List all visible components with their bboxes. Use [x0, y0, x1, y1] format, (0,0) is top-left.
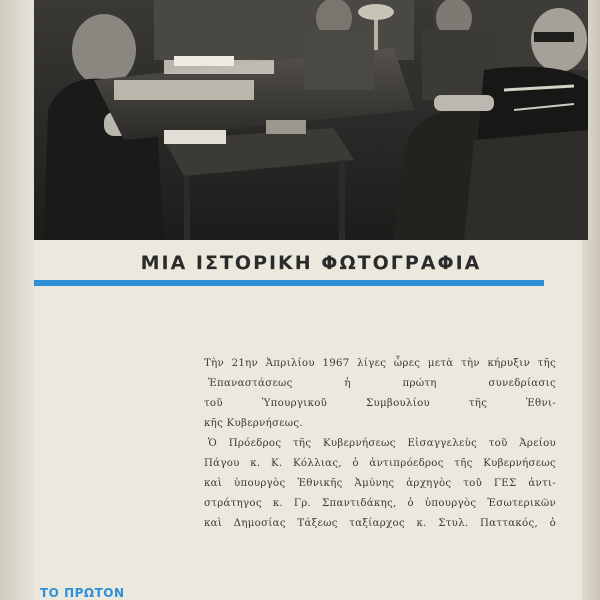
blue-divider-rule — [34, 280, 544, 286]
article-body — [204, 354, 556, 534]
body-line: Ὁ Πρόεδρος τῆς Κυβερνήσεως Εἰσαγγελεὺς τοῦ Ἀρείου — [208, 438, 556, 449]
body-line: Ἐπαναστάσεως ἡ πρώτη συνεδρίασις — [208, 378, 556, 389]
section-caption: ΤΟ ΠΡΩΤΟΝ — [40, 586, 125, 600]
page-binding-edge — [0, 0, 34, 600]
photo-image — [34, 0, 588, 240]
historic-photo — [34, 0, 588, 240]
body-line: τοῦ Ὑπουργικοῦ Συμβουλίου τῆς Ἐθνι- — [204, 398, 556, 409]
body-line: καὶ ὑπουργὸς Ἐθνικῆς Ἀμύνης ἀρχηγὸς τοῦ ΓΕΣ ἀντι- — [204, 478, 556, 489]
body-line: Τὴν 21ην Ἀπριλίου 1967 λίγες ὧρες μετὰ τὴν κήρυξιν τῆς — [204, 358, 556, 369]
body-line: Πάγου κ. Κ. Κόλλιας, ὁ ἀντιπρόεδρος τῆς Κυβερνήσεως — [204, 458, 556, 469]
page-title: ΜΙΑ ΙΣΤΟΡΙΚΗ ΦΩΤΟΓΡΑΦΙΑ — [140, 252, 482, 274]
body-line: στράτηγος κ. Γρ. Σπαντιδάκης, ὁ ὑπουργὸς Ἐσωτερικῶν — [204, 498, 556, 509]
body-line: καὶ Δημοσίας Τάξεως ταξίαρχος κ. Στυλ. Παττακός, ὁ — [204, 518, 556, 529]
body-line: κῆς Κυβερνήσεως. — [204, 418, 303, 429]
